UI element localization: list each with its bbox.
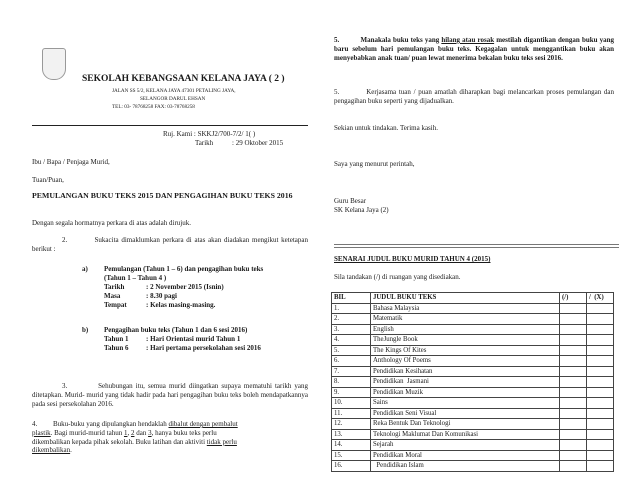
paragraph-number: 5.	[334, 36, 340, 44]
table-row	[332, 303, 614, 314]
book-title: Matematik	[371, 314, 560, 325]
underlined-text: tidak perlu	[206, 437, 237, 446]
cross-checkbox[interactable]	[587, 429, 614, 440]
greeting: Tuan/Puan,	[32, 176, 64, 184]
cross-checkbox[interactable]	[587, 366, 614, 377]
item-a-row-place	[104, 301, 215, 310]
cross-checkbox[interactable]	[587, 335, 614, 346]
tick-checkbox[interactable]	[560, 461, 587, 472]
header-title: JUDUL BUKU TEKS	[371, 293, 560, 304]
underlined-text: plastik	[32, 428, 51, 437]
signer-title: Guru Besar	[334, 197, 367, 205]
cross-checkbox[interactable]	[587, 387, 614, 398]
item-a-row-date	[104, 283, 224, 292]
book-list-table	[331, 292, 614, 472]
cross-checkbox[interactable]	[587, 440, 614, 451]
row-value: : 8.30 pagi	[146, 292, 177, 300]
date-value: : 29 Oktober 2015	[232, 139, 284, 147]
row-label: Tempat	[104, 301, 127, 309]
closing-obedient: Saya yang menurut perintah,	[334, 160, 415, 168]
school-crest-icon	[42, 48, 66, 80]
paragraph-text: Buku-buku yang dipulangkan hendaklah	[53, 420, 167, 428]
paragraph-number: 3.	[62, 382, 68, 390]
header-cross-label: (X)	[594, 294, 604, 302]
row-value: : Hari Orientasi murid Tahun 1	[146, 335, 241, 343]
cross-checkbox[interactable]	[587, 461, 614, 472]
row-label: Tahun 6	[104, 344, 129, 352]
paragraph-text: Kerjasama tuan / puan amatlah diharapkan bagi melancarkan proses pemulangan dan pengagihan buku seperti yang dijadualkan.	[334, 88, 615, 105]
cross-checkbox[interactable]	[587, 377, 614, 388]
row-number: 16.	[332, 461, 371, 472]
signer-school: SK Kelana Jaya (2)	[334, 206, 389, 214]
table-row	[332, 419, 614, 430]
table-row	[332, 345, 614, 356]
table-row	[332, 366, 614, 377]
cut-line-divider	[334, 244, 619, 248]
cross-checkbox[interactable]	[587, 345, 614, 356]
item-a-title: Pemulangan (Tahun 1 – 6) dan pengagihan buku teks	[104, 265, 264, 273]
opening-line: Dengan segala hormatnya perkara di atas adalah dirujuk.	[32, 219, 191, 227]
header-cross	[587, 293, 614, 304]
table-header-row	[332, 293, 614, 304]
book-title: Bahasa Malaysia	[371, 303, 560, 314]
tick-checkbox[interactable]	[560, 450, 587, 461]
closing-thanks: Sekian untuk tindakan. Terima kasih.	[334, 124, 438, 132]
year-1: 1	[123, 428, 128, 437]
cross-checkbox[interactable]	[587, 450, 614, 461]
book-title: The Kings Of Kites	[371, 345, 560, 356]
row-number: 15.	[332, 450, 371, 461]
school-state: SELANGOR DARUL EHSAN	[140, 96, 206, 102]
row-label: Tarikh	[104, 283, 125, 291]
book-title: Pendidikan Moral	[371, 450, 560, 461]
tick-checkbox[interactable]	[560, 324, 587, 335]
cross-checkbox[interactable]	[587, 303, 614, 314]
tick-checkbox[interactable]	[560, 303, 587, 314]
paragraph-4: 4. Buku-buku yang dipulangkan hendaklah dibalut dengan pembalut plastik. Bagi murid-murid tahun 1, 2 dan 3, hanya buku teks perlu dikembalikan kepada pihak sekolah. Buku latihan dan aktiviti tidak perlu dikembalikan.	[32, 420, 238, 455]
table-row	[332, 440, 614, 451]
item-a-label: a)	[82, 265, 88, 273]
table-row	[332, 335, 614, 346]
table-row	[332, 429, 614, 440]
book-title: English	[371, 324, 560, 335]
row-number: 5.	[332, 345, 371, 356]
book-list-title: SENARAI JUDUL BUKU MURID TAHUN 4 (2015)	[334, 255, 491, 263]
cross-checkbox[interactable]	[587, 324, 614, 335]
table-row	[332, 461, 614, 472]
book-title: Pendidikan Jasmani	[371, 377, 560, 388]
tick-checkbox[interactable]	[560, 408, 587, 419]
row-number: 2.	[332, 314, 371, 325]
paragraph-text: Manakala buku teks yang	[360, 36, 440, 44]
letter-subject: PEMULANGAN BUKU TEKS 2015 DAN PENGAGIHAN BUKU TEKS 2016	[32, 191, 293, 200]
paragraph-2	[32, 236, 308, 254]
underlined-text: hilang atau rosak	[441, 36, 495, 44]
table-row	[332, 356, 614, 367]
table-row	[332, 450, 614, 461]
tick-checkbox[interactable]	[560, 440, 587, 451]
tick-checkbox[interactable]	[560, 356, 587, 367]
paragraph-text: . Bagi murid-murid tahun	[50, 428, 123, 437]
school-address: JALAN SS 5/2, KELANA JAYA 47301 PETALING JAYA,	[112, 88, 236, 94]
recipient: Ibu / Bapa / Penjaga Murid,	[32, 158, 110, 166]
tick-checkbox[interactable]	[560, 345, 587, 356]
book-title: Sejarah	[371, 440, 560, 451]
tick-checkbox[interactable]	[560, 398, 587, 409]
book-title: Teknologi Maklumat Dan Komunikasi	[371, 429, 560, 440]
tick-checkbox[interactable]	[560, 335, 587, 346]
table-row	[332, 398, 614, 409]
book-title: Reka Bentuk Dan Teknologi	[371, 419, 560, 430]
tick-checkbox[interactable]	[560, 377, 587, 388]
row-number: 9.	[332, 387, 371, 398]
underlined-text: dibalut dengan pembalut	[168, 420, 238, 428]
paragraph-number: 4.	[32, 420, 38, 428]
reference-number: Ruj. Kami : SKKJ2/700-7/2/ 1( )	[163, 130, 256, 138]
row-value: : Hari pertama persekolahan sesi 2016	[146, 344, 261, 352]
paragraph-text: mestilah digantikan dengan buku yang baru sebelum hari pemulangan buku teks. Kegagalan untuk menggantikan buku akan menyebabkan anak tuan/ puan lewat menerima bekalan buku teks sesi 2016.	[334, 36, 615, 62]
cross-checkbox[interactable]	[587, 398, 614, 409]
book-title: Pendidikan Seni Visual	[371, 408, 560, 419]
item-a-row-time	[104, 292, 177, 301]
paragraph-number: 5.	[334, 88, 340, 96]
date-label: Tarikh	[195, 139, 214, 147]
underlined-text: dikembalikan	[32, 446, 71, 455]
book-title: Pendidikan Islam	[371, 461, 560, 472]
book-title: TheJungle Book	[371, 335, 560, 346]
cross-checkbox[interactable]	[587, 314, 614, 325]
row-number: 7.	[332, 366, 371, 377]
tick-checkbox[interactable]	[560, 366, 587, 377]
item-b-row-year1	[104, 335, 240, 344]
tick-checkbox[interactable]	[560, 387, 587, 398]
book-list-body	[332, 303, 614, 471]
paragraph-3	[32, 382, 308, 408]
paragraph-text: , hanya buku teks perlu	[151, 428, 217, 437]
row-number: 1.	[332, 303, 371, 314]
table-row	[332, 314, 614, 325]
row-number: 8.	[332, 377, 371, 388]
header-slash: /	[589, 294, 591, 302]
item-b-label: b)	[82, 326, 89, 334]
paragraph-5	[334, 36, 614, 62]
item-b-title: Pengagihan buku teks (Tahun 1 dan 6 sesi 2016)	[104, 326, 248, 334]
row-number: 11.	[332, 408, 371, 419]
book-title: Pendidikan Kesihatan	[371, 366, 560, 377]
table-row	[332, 377, 614, 388]
paragraph-text: Sehubungan itu, semua murid diingatkan supaya mematuhi tarikh yang ditetapkan. Murid- murid yang tidak hadir pada hari pengagihan buku teks boleh mendapatkannya pada sesi persekolahan 2016.	[32, 382, 309, 408]
row-value: : Kelas masing-masing.	[146, 301, 216, 309]
row-number: 6.	[332, 356, 371, 367]
table-row	[332, 387, 614, 398]
row-label: Masa	[104, 292, 121, 300]
year-3: 3	[148, 428, 152, 437]
row-number: 12.	[332, 419, 371, 430]
row-value: : 2 November 2015 (Isnin)	[146, 283, 224, 291]
school-name: SEKOLAH KEBANGSAAN KELANA JAYA ( 2 )	[82, 74, 285, 84]
row-number: 4.	[332, 335, 371, 346]
item-b-row-year6	[104, 344, 261, 353]
book-title: Sains	[371, 398, 560, 409]
paragraph-text: Sukacita dimaklumkan perkara di atas akan diadakan mengikut ketetapan berikut :	[32, 236, 308, 253]
row-number: 14.	[332, 440, 371, 451]
paragraph-number: 2.	[62, 236, 68, 244]
tick-checkbox[interactable]	[560, 419, 587, 430]
cross-checkbox[interactable]	[587, 419, 614, 430]
table-row	[332, 324, 614, 335]
header-tick: (/)	[560, 293, 587, 304]
row-number: 13.	[332, 429, 371, 440]
tick-checkbox[interactable]	[560, 429, 587, 440]
row-label: Tahun 1	[104, 335, 129, 343]
paragraph-6	[334, 88, 614, 106]
tick-checkbox[interactable]	[560, 314, 587, 325]
row-number: 3.	[332, 324, 371, 335]
book-title: Anthology Of Poems	[371, 356, 560, 367]
cross-checkbox[interactable]	[587, 356, 614, 367]
book-title: Pendidikan Muzik	[371, 387, 560, 398]
item-a-subtitle: (Tahun 1 – Tahun 4 )	[104, 274, 167, 282]
book-list-instruction: Sila tandakan (/) di ruangan yang disediakan.	[334, 273, 461, 281]
cross-checkbox[interactable]	[587, 408, 614, 419]
letterhead-divider	[32, 125, 308, 126]
table-row	[332, 408, 614, 419]
header-bil: BIL	[332, 293, 371, 304]
paragraph-text: dikembalikan kepada pihak sekolah. Buku latihan dan aktiviti	[32, 437, 206, 446]
year-2: 2	[130, 428, 135, 437]
row-number: 10.	[332, 398, 371, 409]
school-phone-fax: TEL: 03- 78768258 FAX: 03-78768258	[112, 104, 195, 110]
